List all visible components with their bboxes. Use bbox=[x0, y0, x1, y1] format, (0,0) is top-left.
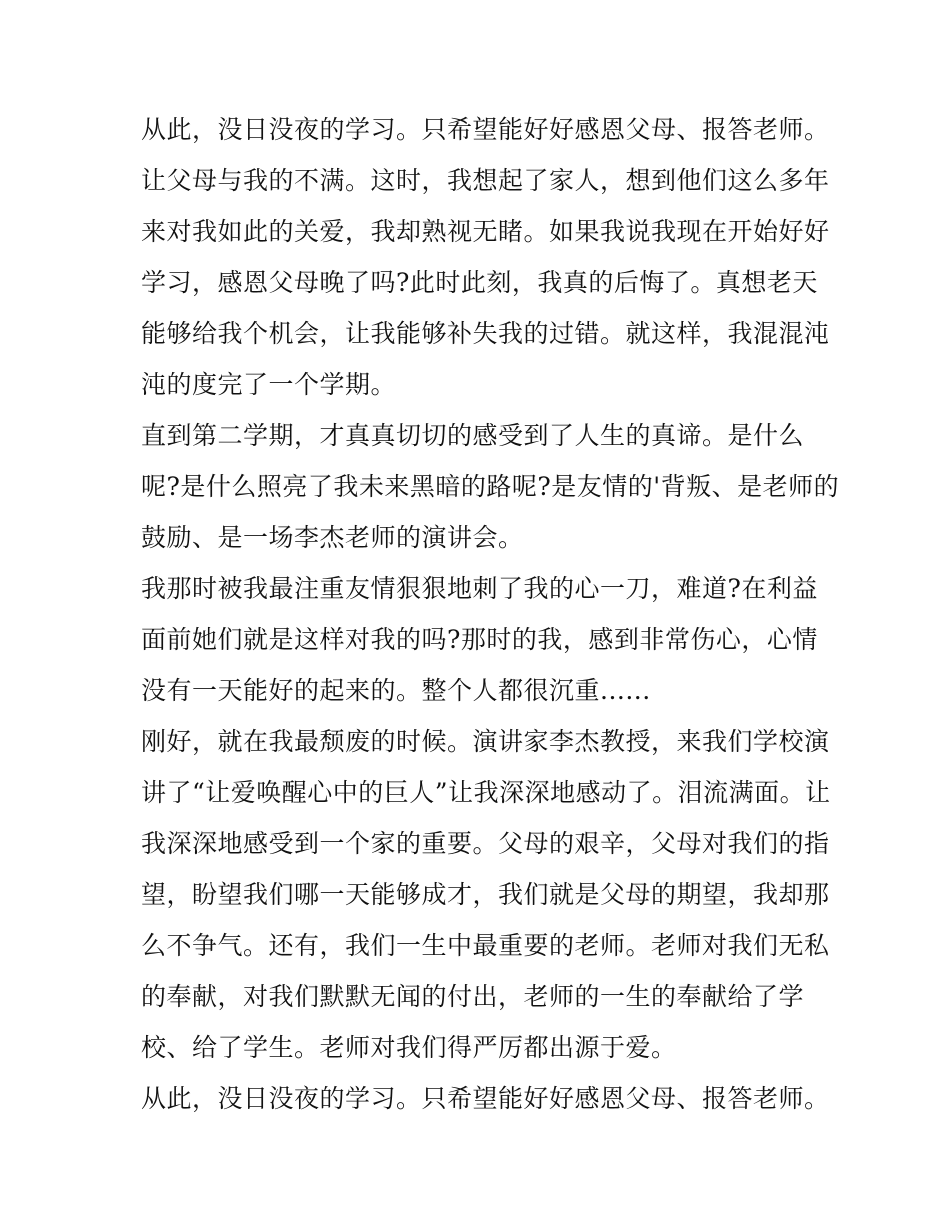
text-line: 我深深地感受到一个家的重要。父母的艰辛，父母对我们的指 bbox=[141, 829, 830, 858]
paragraph-1 bbox=[141, 104, 830, 155]
text-line: 从此，没日没夜的学习。只希望能好好感恩父母、报答老师。 bbox=[141, 115, 830, 144]
text-line: 讲了“让爱唤醒心中的巨人”让我深深地感动了。泪流满面。让 bbox=[141, 778, 831, 807]
text-line: 直到第二学期，才真真切切的感受到了人生的真谛。是什么 bbox=[141, 421, 805, 450]
paragraph-4 bbox=[141, 563, 821, 716]
paragraph-6 bbox=[141, 1073, 830, 1124]
text-line: 没有一天能好的起来的。整个人都很沉重...... bbox=[141, 676, 651, 705]
text-line: 来对我如此的关爱，我却熟视无睹。如果我说我现在开始好好 bbox=[141, 217, 830, 246]
paragraph-5 bbox=[141, 716, 831, 1073]
text-line: 鼓励、是一场李杰老师的演讲会。 bbox=[141, 523, 524, 552]
text-line: 的奉献，对我们默默无闻的付出，老师的一生的奉献给了学 bbox=[141, 982, 805, 1011]
text-line: 校、给了学生。老师对我们得严厉都出源于爱。 bbox=[141, 1033, 677, 1062]
text-line: 沌的度完了一个学期。 bbox=[141, 370, 397, 399]
text-line: 刚好，就在我最颓废的时候。演讲家李杰教授，来我们学校演 bbox=[141, 727, 830, 756]
document-body bbox=[141, 104, 840, 1124]
text-line: 我那时被我最注重友情狠狠地刺了我的心一刀，难道?在利益 bbox=[141, 574, 818, 603]
text-line: 面前她们就是这样对我的吗?那时的我，感到非常伤心，心情 bbox=[141, 625, 818, 654]
paragraph-3 bbox=[141, 410, 840, 563]
text-line: 么不争气。还有，我们一生中最重要的老师。老师对我们无私 bbox=[141, 931, 830, 960]
text-line: 学习，感恩父母晚了吗?此时此刻，我真的后悔了。真想老天 bbox=[141, 268, 818, 297]
paragraph-2 bbox=[141, 155, 830, 410]
text-line: 呢?是什么照亮了我未来黑暗的路呢?是友情的'背叛、是老师的 bbox=[141, 472, 840, 501]
text-line: 望，盼望我们哪一天能够成才，我们就是父母的期望，我却那 bbox=[141, 880, 830, 909]
text-line: 能够给我个机会，让我能够补失我的过错。就这样，我混混沌 bbox=[141, 319, 830, 348]
text-line: 从此，没日没夜的学习。只希望能好好感恩父母、报答老师。 bbox=[141, 1084, 830, 1113]
text-line: 让父母与我的不满。这时，我想起了家人，想到他们这么多年 bbox=[141, 166, 830, 195]
